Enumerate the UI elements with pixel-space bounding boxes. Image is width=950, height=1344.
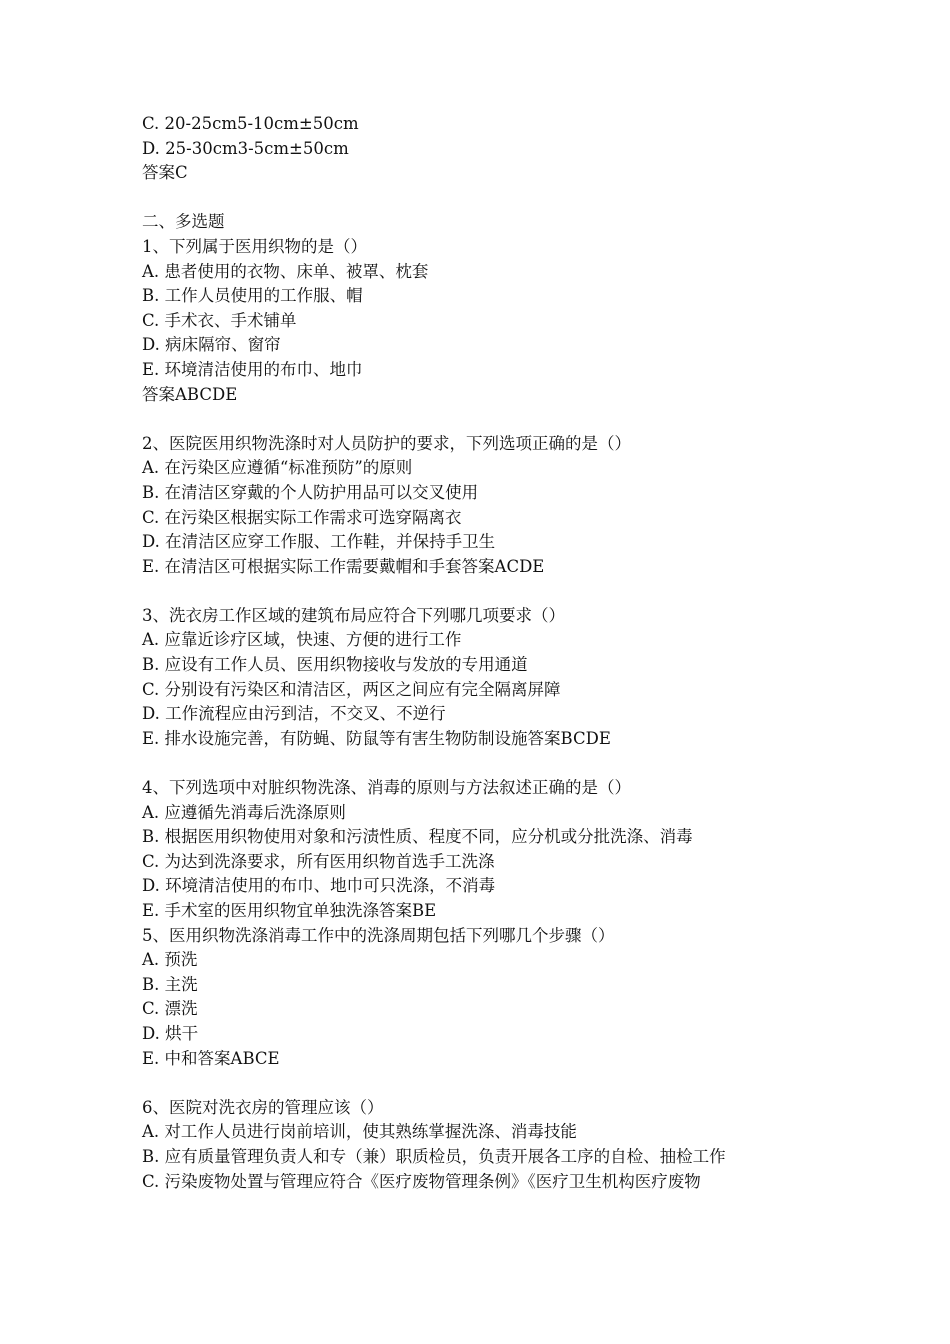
question-6-option-c: C. 污染废物处置与管理应符合《医疗废物管理条例》《医疗卫生机构医疗废物 xyxy=(142,1171,701,1191)
prev-option-d: D. 25-30cm3-5cm±50cm xyxy=(142,138,349,158)
question-5-option-b: B. 主洗 xyxy=(142,974,198,994)
question-5-option-e: E. 中和答案ABCE xyxy=(142,1048,280,1068)
question-1-option-a: A. 患者使用的衣物、床单、被罩、枕套 xyxy=(142,261,429,281)
question-4-option-e: E. 手术室的医用织物宜单独洗涤答案BE xyxy=(142,901,437,920)
question-4-option-c: C. 为达到洗涤要求，所有医用织物首选手工洗涤 xyxy=(142,851,495,871)
question-3-option-b: B. 应设有工作人员、医用织物接收与发放的专用通道 xyxy=(142,655,528,675)
spacer xyxy=(142,407,822,432)
question-3-option-a: A. 应靠近诊疗区域，快速、方便的进行工作 xyxy=(142,630,462,650)
question-1-option-e: E. 环境清洁使用的布巾、地巾 xyxy=(142,359,363,379)
question-5-option-d: D. 烘干 xyxy=(142,1023,199,1043)
question-1-option-d: D. 病床隔帘、窗帘 xyxy=(142,335,281,355)
question-4-option-b: B. 根据医用织物使用对象和污渍性质、程度不同，应分机或分批洗涤、消毒 xyxy=(142,827,693,847)
question-5-option-a: A. 预洗 xyxy=(142,950,198,970)
question-5-option-c: C. 漂洗 xyxy=(142,999,198,1019)
question-2-option-d: D. 在清洁区应穿工作服、工作鞋，并保持手卫生 xyxy=(142,532,496,552)
question-2-option-c: C. 在污染区根据实际工作需求可选穿隔离衣 xyxy=(142,507,462,527)
question-3-option-e: E. 排水设施完善，有防蝇、防鼠等有害生物防制设施答案BCDE xyxy=(142,728,611,748)
question-1-answer: 答案ABCDE xyxy=(142,384,238,404)
question-1-option-c: C. 手术衣、手术铺单 xyxy=(142,310,297,330)
question-4-stem: 4、下列选项中对脏织物洗涤、消毒的原则与方法叙述正确的是（） xyxy=(142,778,631,798)
question-3-option-c: C. 分别设有污染区和清洁区，两区之间应有完全隔离屏障 xyxy=(142,679,561,699)
question-2-option-e: E. 在清洁区可根据实际工作需要戴帽和手套答案ACDE xyxy=(142,556,545,576)
spacer xyxy=(142,186,822,211)
question-4-option-d: D. 环境清洁使用的布巾、地巾可只洗涤，不消毒 xyxy=(142,876,496,896)
question-2-stem: 2、医院医用织物洗涤时对人员防护的要求，下列选项正确的是（） xyxy=(142,433,631,453)
spacer xyxy=(142,751,822,776)
question-6-stem: 6、医院对洗衣房的管理应该（） xyxy=(142,1097,384,1117)
prev-answer: 答案C xyxy=(142,163,188,183)
spacer xyxy=(142,1071,822,1096)
question-2-option-a: A. 在污染区应遵循“标准预防”的原则 xyxy=(142,458,413,478)
question-1-option-b: B. 工作人员使用的工作服、帽 xyxy=(142,286,363,306)
spacer xyxy=(142,579,822,604)
question-4-option-a: A. 应遵循先消毒后洗涤原则 xyxy=(142,802,346,822)
question-6-option-b: B. 应有质量管理负责人和专（兼）职质检员，负责开展各工序的自检、抽检工作 xyxy=(142,1146,726,1166)
question-5-stem: 5、医用织物洗涤消毒工作中的洗涤周期包括下列哪几个步骤（） xyxy=(142,925,615,945)
section-title: 二、多选题 xyxy=(142,212,225,232)
question-3-stem: 3、洗衣房工作区域的建筑布局应符合下列哪几项要求（） xyxy=(142,605,565,625)
document-page xyxy=(142,112,822,1194)
question-2-option-b: B. 在清洁区穿戴的个人防护用品可以交叉使用 xyxy=(142,482,479,502)
question-6-option-a: A. 对工作人员进行岗前培训，使其熟练掌握洗涤、消毒技能 xyxy=(142,1122,577,1142)
question-3-option-d: D. 工作流程应由污到洁，不交叉、不逆行 xyxy=(142,704,446,724)
prev-option-c: C. 20-25cm5-10cm±50cm xyxy=(142,114,359,133)
question-1-stem: 1、下列属于医用织物的是（） xyxy=(142,236,367,256)
